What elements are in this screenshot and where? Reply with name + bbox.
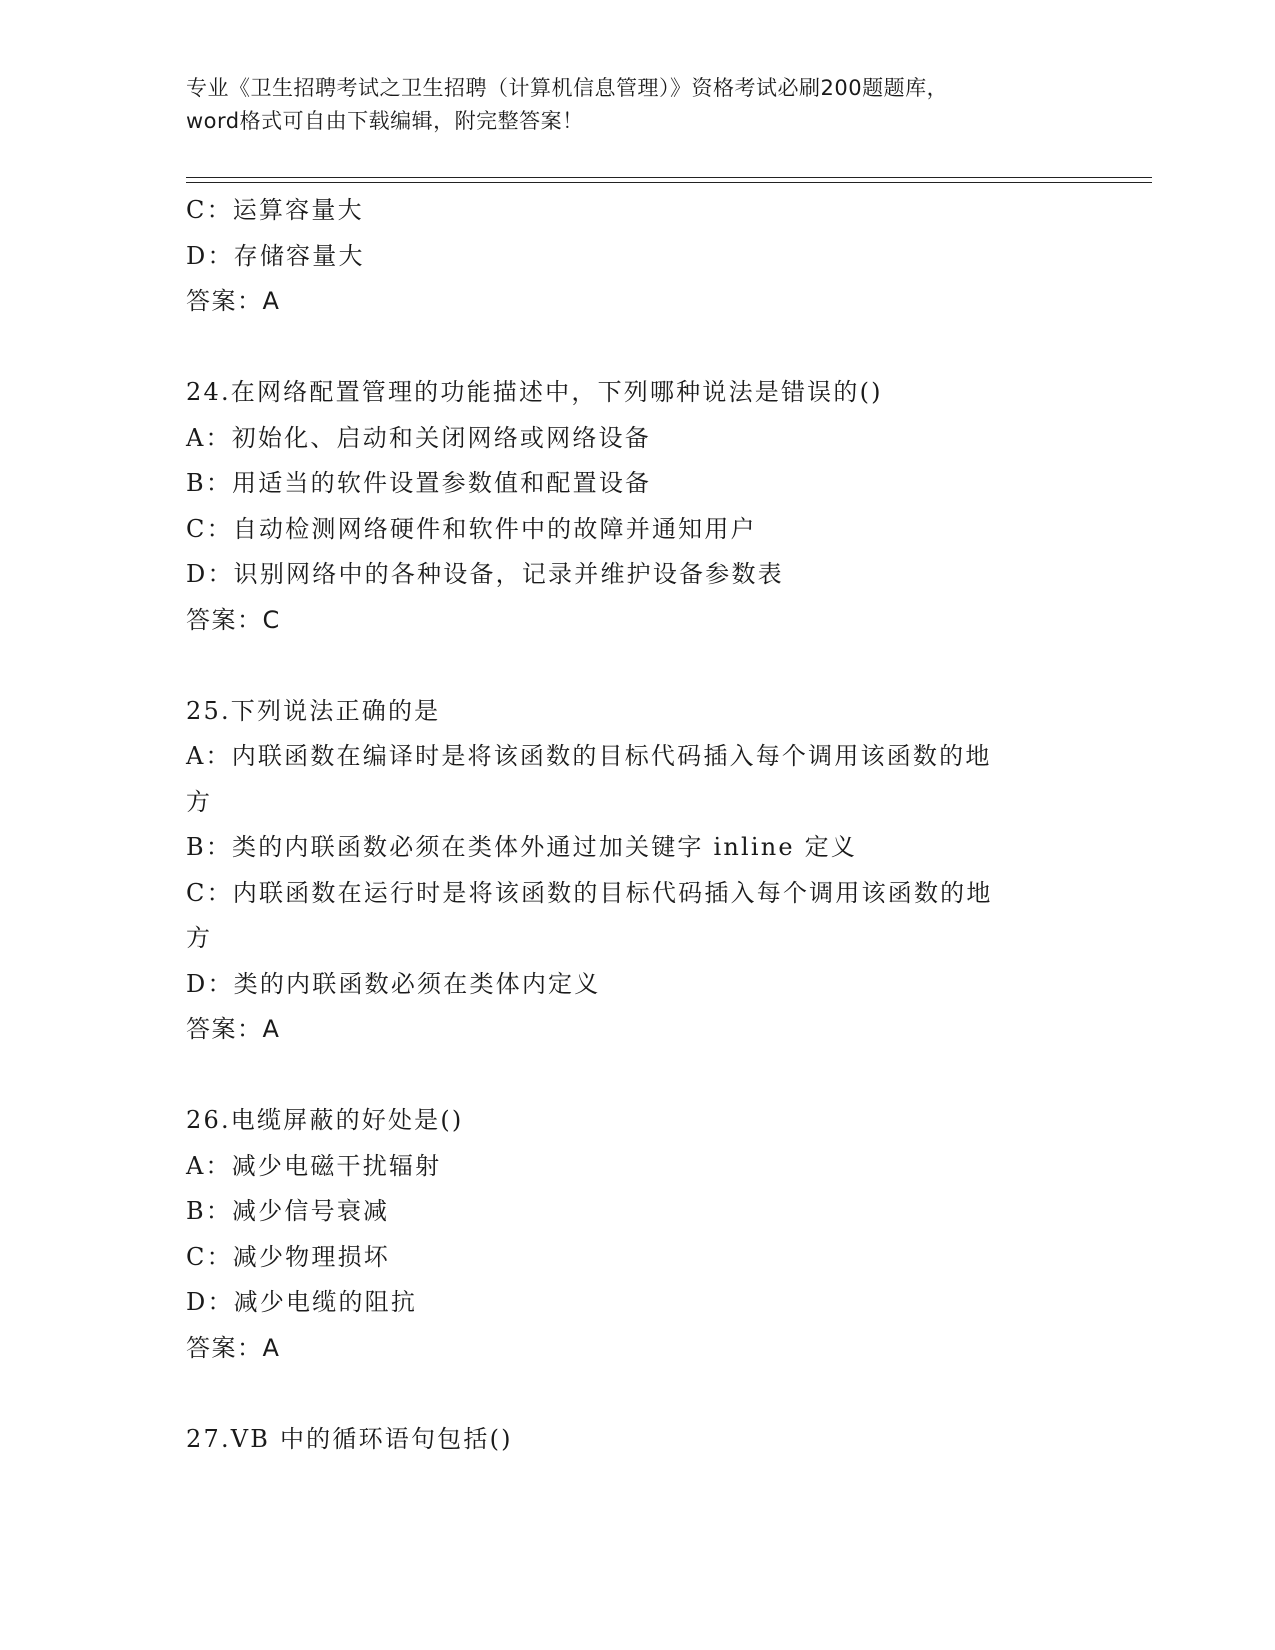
option-c-line-2: 方 bbox=[186, 924, 213, 952]
option-d: D：减少电缆的阻抗 bbox=[186, 1288, 418, 1316]
option-b: B：用适当的软件设置参数值和配置设备 bbox=[186, 469, 652, 497]
spacer bbox=[186, 1053, 1096, 1099]
page-header bbox=[186, 72, 1086, 138]
spacer bbox=[186, 643, 1096, 689]
question-text: 25.下列说法正确的是 bbox=[186, 696, 441, 725]
answer-line: 答案：A bbox=[186, 287, 281, 315]
question-block-23-tail bbox=[186, 188, 1096, 325]
question-text: 26.电缆屏蔽的好处是() bbox=[186, 1106, 464, 1134]
header-divider-top bbox=[186, 177, 1152, 178]
question-block-25 bbox=[186, 689, 1096, 1053]
answer-line: 答案：C bbox=[186, 605, 281, 634]
option-a-line-1: A：内联函数在编译时是将该函数的目标代码插入每个调用该函数的地 bbox=[186, 742, 992, 770]
option-a: A：初始化、启动和关闭网络或网络设备 bbox=[186, 423, 651, 452]
option-c: C：运算容量大 bbox=[186, 196, 364, 224]
document-body bbox=[186, 188, 1096, 1462]
option-c: C：自动检测网络硬件和软件中的故障并通知用户 bbox=[186, 514, 757, 543]
answer-line: 答案：A bbox=[186, 1015, 281, 1043]
question-block-27 bbox=[186, 1417, 1096, 1463]
option-c: C：减少物理损坏 bbox=[186, 1242, 390, 1271]
option-b: B：减少信号衰减 bbox=[186, 1197, 390, 1225]
option-a: A：减少电磁干扰辐射 bbox=[186, 1151, 442, 1180]
header-line-1: 专业《卫生招聘考试之卫生招聘（计算机信息管理）》资格考试必刷200题题库， bbox=[186, 76, 949, 100]
option-d: D：类的内联函数必须在类体内定义 bbox=[186, 969, 601, 998]
question-block-26 bbox=[186, 1098, 1096, 1371]
question-text: 24.在网络配置管理的功能描述中，下列哪种说法是错误的() bbox=[186, 378, 883, 406]
option-d: D：存储容量大 bbox=[186, 241, 365, 270]
header-line-2: word格式可自由下载编辑，附完整答案！ bbox=[186, 109, 584, 133]
option-d: D：识别网络中的各种设备，记录并维护设备参数表 bbox=[186, 560, 784, 588]
question-text: 27.VB 中的循环语句包括() bbox=[186, 1424, 513, 1453]
option-c-line-1: C：内联函数在运行时是将该函数的目标代码插入每个调用该函数的地 bbox=[186, 878, 993, 907]
spacer bbox=[186, 325, 1096, 371]
spacer bbox=[186, 1371, 1096, 1417]
header-divider-bottom bbox=[186, 182, 1152, 183]
option-a-line-2: 方 bbox=[186, 787, 213, 816]
question-block-24 bbox=[186, 370, 1096, 643]
answer-line: 答案：A bbox=[186, 1333, 281, 1362]
option-b: B：类的内联函数必须在类体外通过加关键字 inline 定义 bbox=[186, 833, 858, 861]
